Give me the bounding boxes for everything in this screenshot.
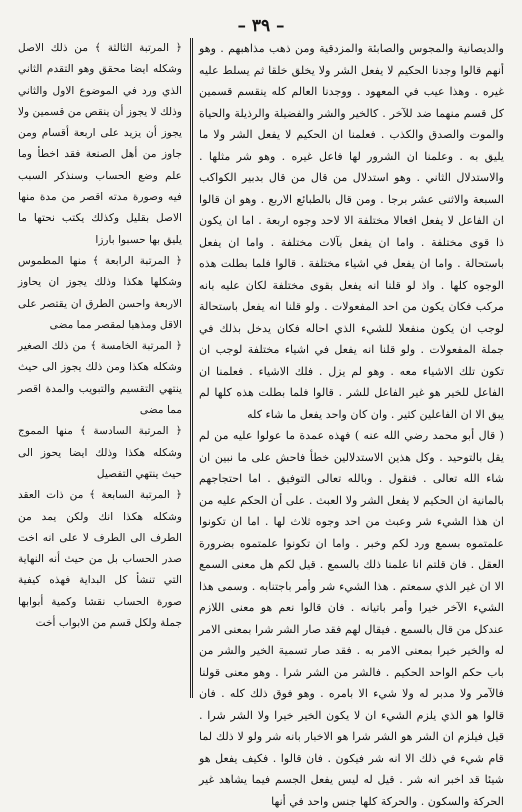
page-number: – ٣٩ – xyxy=(237,16,285,36)
main-paragraph: ( قال أبو محمد رضي الله عنه ) فهذه عمدة ما عولوا عليه من لم يقل بالتوحيد . وكل هذين الاستدلالين خطأ فاحش على ما نبين ان شاء الله تعالى . فنقول . وبالله تعالى التوفيق . اما احتجاجهم بالمانية ان الحكيم لا يفعل الشر ولا العبث . على أن الحكم عليه من ان هذا الشيء شر وعبث من احد وجوه ثلاث لها . اما ان تكونوا علمتموه بسمع ورد لكم وخبر . واما ان تكونوا علمتموه بضرورة العقل . فان قلتم انا علمنا ذلك بالسمع . قيل لكم هل معنى السمع الا ان غير الذي سمعتم . هذا الشيء شر وأمر باجتنابه . وسمى هذا الشيء الآخر خيرا وأمر باتيانه . فان قالوا نعم هو معنى اللازم عندكل من قال بالسمع . فيقال لهم فقد صار الشر شرا بمعنى الامر له والخير خيرا بمعنى الامر به . فقد صار تسمية الخير والشر من باب حكم الواحد الحكيم . فالشر من الشر شرا . وهو معنى قولنا فالآمر ولا مدبر له ولا شيء الا بامره . وهو فوق ذلك كله . فان قالوا هو الذي يلزم الشيء ان لا يكون الخير خيرا ولا الشر شرا . قيل فيلزم ان الشر هو الشر شرا هو الاخبار بانه شر ولو لا ذلك لما قام شيء في ذلك الا انه شر فيكون . فان قالوا . فكيف يفعل هو شيئا قد اخبر انه شر . قيل له ليس يفعل الجسم فيما يشاهد غير الحركة والسكون . والحركة كلها جنس واحد في أنها xyxy=(199,429,504,808)
side-paragraph: ﴿ المرتبة السابعة ﴾ من ذات العقد وشكله هكذا انك ولكن يمد من الطرف الى الطرف لا على انه اخت صدر الحساب بل من حيث أنه النهاية التي تنشأ كل البداية فهذه كيفية صورة الحساب نقشا وكمية أبوابها جملة ولكل قسم من الابواب أخت xyxy=(18,489,182,630)
main-paragraph: والديصانية والمجوس والصابئة والمزدقية ومن ذهب مذاهبهم . وهو أنهم قالوا وجدنا الحكيم لا يفعل الشر ولا يخلق خلقا ثم يسلط عليه غيره . وهذا عيب في المعهود . ووجدنا العالم كله ينقسم قسمين كل قسم منهما ضد للآخر . كالخير والشر والفضيلة والرذيلة والحياة والموت والصدق والكذب . فعلمنا ان الحكيم لا يفعل الشر ولا ما يليق به . وعلمنا ان الشرور لها فاعل غيره . وهو شر مثلها . والاستدلال الثاني . وهو استدلال من قال من قال بدبير الكواكب السبعة والاثنى عشر برجا . ومن قال بالطبائع الاربع . وهو ان قالوا ان الفاعل لا يفعل افعالا مختلفة الا لاحد وجوه اربعة . اما ان يكون ذا قوى مختلفة . واما ان يفعل بآلات مختلفة . واما ان يفعل باستحالة . واما ان يفعل في اشياء مختلفة . قالوا فلما بطلت هذه الوجوه كلها . واذ لو قلنا انه يفعل بقوى مختلفة لكان عليه بانه مركب فكان يكون من احد المفعولات . ولو قلنا انه يفعل باستحالة لوجب ان يكون منفعلا للشيء الذي احاله فكان يدخل بذلك في جملة المفعولات . ولو قلنا انه يفعل في اشياء مختلفة لوجب ان تكون تلك الاشياء معه . وهو لم يزل . فلك الاشياء . فعلمنا ان الفاعل للخير هو غير الفاعل للشر . قالوا فلما بطلت هذه كلها لم يبق الا ان الفاعلين كثير . وان كان واحد يفعل ما شاء كله xyxy=(199,42,504,421)
side-text-column xyxy=(18,38,182,698)
side-paragraph: ﴿ المرتبة الثالثة ﴾ من ذلك الاصل وشكله ايضا محقق وهو التقدم الثاني الذي ورد في الموضوع الاول والثاني وذلك لا يجوز أن ينقص من قسمين ولا يجوز أن يزيد على اربعة أقسام ومن جاوز من أهل الصنعة فقد اخطأ وما علم وضع الحساب وسنذكر السبب فيه وصورة مدته اقصر من مدة منها الاصل بقليل وكذلك يكتب نحتها ما يليق بها حسبوا بارزا xyxy=(18,42,182,246)
side-paragraph: ﴿ المرتبة الخامسة ﴾ من ذلك الصغير وشكله هكذا ومن ذلك يجوز الى حيث ينتهي التقسيم والتبويب والمدة اقصر مما مضى xyxy=(18,340,182,417)
main-text-column xyxy=(190,38,504,808)
side-paragraph: ﴿ المرتبة السادسة ﴾ منها المموج وشكله هكذا وذلك ايضا يحوز الى حيث ينتهي التفصيل xyxy=(18,425,182,480)
side-paragraph: ﴿ المرتبة الرابعة ﴾ منها المطموس وشكلها هكذا وذلك يجوز ان يحاوز الاربعة واحسن الطرق ان يقتصر على الاقل ومذهبا لمقصر مما مضى xyxy=(18,254,182,331)
